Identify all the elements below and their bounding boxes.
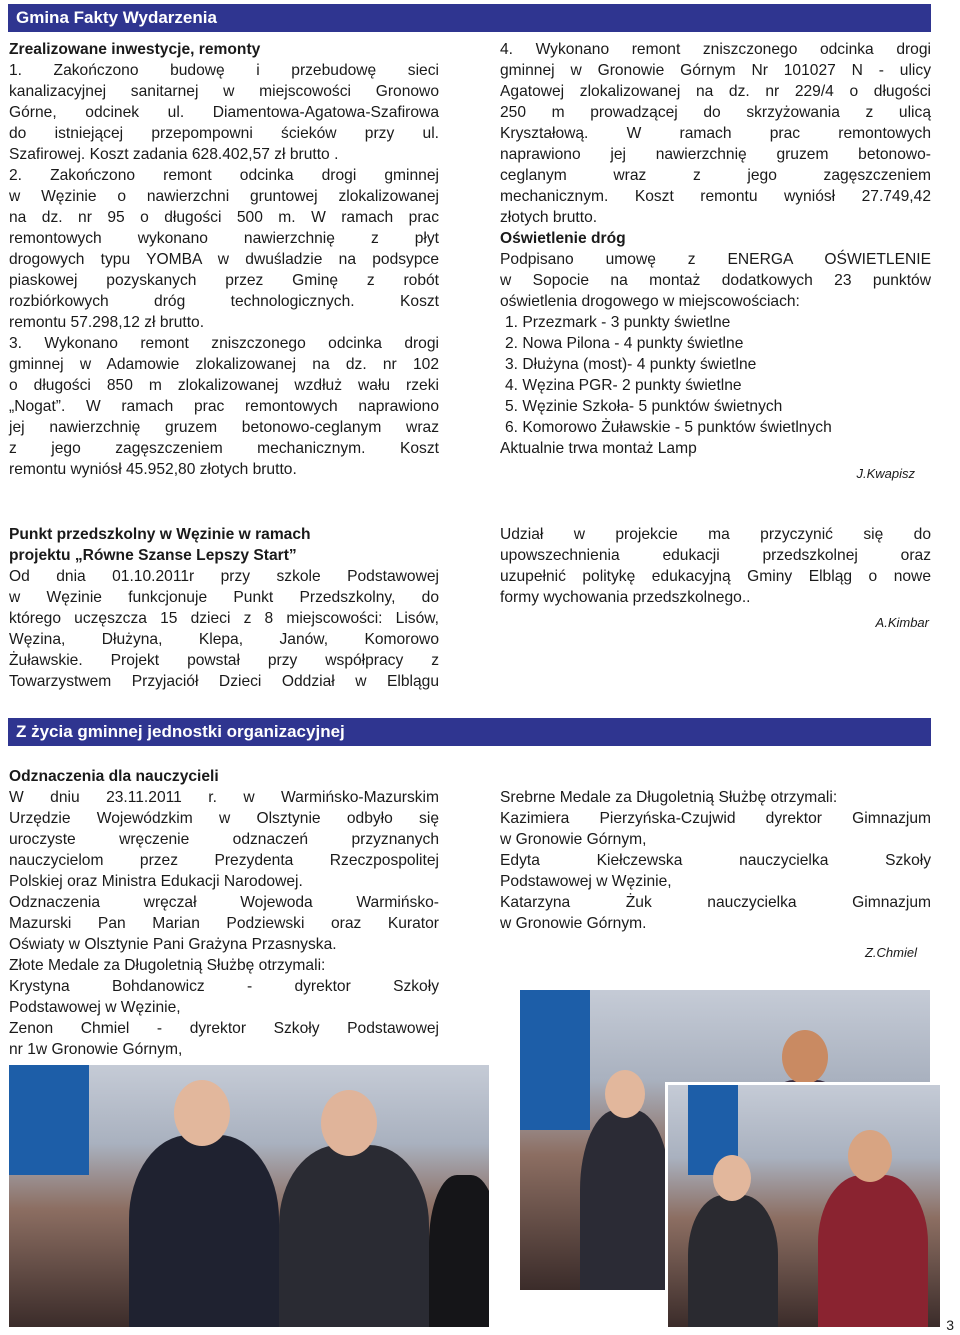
- text-line: upowszechnienia edukacji przedszkolnej oraz: [500, 547, 931, 564]
- investments-left-column: [9, 39, 439, 480]
- text-line: Srebrne Medale za Długoletnią Służbę otrzymali:: [500, 789, 838, 806]
- text-line: remontu wyniósł 45.952,80 złotych brutto.: [9, 461, 297, 478]
- text-line: jej nawierzchnię gruzem betonowo-ceglanym wraz: [9, 419, 439, 436]
- text-line: Mazurski Pan Marian Podziewski oraz Kurator: [9, 915, 439, 932]
- awards-left-column: [9, 766, 439, 1060]
- text-line: Podstawowej w Węzinie,: [500, 873, 672, 890]
- signature-chmiel: Z.Chmiel: [864, 945, 917, 960]
- text-line: Zenon Chmiel - dyrektor Szkoły Podstawowej: [9, 1020, 439, 1037]
- text-line: z jego zagęszczeniem mechanicznym. Koszt: [9, 440, 439, 457]
- text-line: Krystyna Bohdanowicz - dyrektor Szkoły: [9, 978, 439, 995]
- lighting-list-item: 2. Nowa Pilona - 4 punkty świetlne: [505, 335, 744, 352]
- section-header-unit-text: Z życia gminnej jednostki organizacyjnej: [16, 722, 345, 741]
- award-ceremony-photo-inset: [665, 1082, 940, 1327]
- text-line: 2. Zakończono remont odcinka drogi gminnej: [9, 167, 439, 184]
- text-line: na dz. nr 95 o długości 500 m. W ramach prac: [9, 209, 439, 226]
- section-header-unit: [8, 718, 931, 746]
- text-line: Oświaty w Olsztynie Pani Grażyna Przasnyska.: [9, 936, 337, 953]
- text-line: oświetlenia drogowego w miejscowościach:: [500, 293, 800, 310]
- text-line: Szafirowej. Koszt zadania 628.402,57 zł brutto .: [9, 146, 339, 163]
- text-line: złotych brutto.: [500, 209, 598, 226]
- text-line: Żuławskie. Projekt powstał przy współpracy z: [9, 652, 439, 669]
- text-line: 1. Zakończono budowę i przebudowę sieci: [9, 62, 439, 79]
- text-line: 4. Wykonano remont zniszczonego odcinka drogi: [500, 41, 931, 58]
- text-line: remontu 57.298,12 zł brutto.: [9, 314, 205, 331]
- text-line: Aktualnie trwa montaż Lamp: [500, 440, 697, 457]
- text-line: Katarzyna Żuk nauczycielka Gimnazjum: [500, 894, 931, 911]
- text-line: do istniejącej przepompowni ścieków przy ul.: [9, 125, 439, 142]
- text-line: w Węzinie o nawierzchni gruntowej zlokalizowanej: [9, 188, 439, 205]
- text-line: którego uczęszcza 15 dzieci z 8 miejscowości: Lisów,: [9, 610, 439, 627]
- signature-kwapisz: J.Kwapisz: [856, 466, 915, 481]
- text-line: Górne, odcinek ul. Diamentowa-Agatowa-Szafirowa: [9, 104, 439, 121]
- text-line: mechanicznym. Koszt remontu wyniósł 27.749,42: [500, 188, 931, 205]
- text-line: Agatowej zlokalizowanej na dz. nr 229/4 o długości: [500, 83, 931, 100]
- text-line: Od dnia 01.10.2011r przy szkole Podstawowej: [9, 568, 439, 585]
- awards-right-column: [500, 787, 931, 963]
- text-line: Kazimiera Pierzyńska-Czujwid dyrektor Gimnazjum: [500, 810, 931, 827]
- text-line: Odznaczenia wręczał Wojewoda Warmińsko-: [9, 894, 439, 911]
- text-line: Podpisano umowę z ENERGA OŚWIETLENIE: [500, 251, 931, 268]
- text-line: Podstawowej w Węzinie,: [9, 999, 181, 1016]
- text-line: Udział w projekcie ma przyczynić się do: [500, 526, 931, 543]
- lighting-list-item: 4. Węzina PGR- 2 punkty świetlne: [505, 377, 742, 394]
- text-line: Urzędzie Wojewódzkim w Olsztynie odbyło się: [9, 810, 439, 827]
- text-line: w Gronowie Górnym,: [500, 831, 647, 848]
- text-line: uroczyste wręczenie odznaczeń przyznanych: [9, 831, 439, 848]
- lighting-list-item: 3. Dłużyna (most)- 4 punkty świetlne: [505, 356, 757, 373]
- text-line: w Gronowie Górnym.: [500, 915, 647, 932]
- text-line: Polskiej oraz Ministra Edukacji Narodowej.: [9, 873, 303, 890]
- text-line: drogowych typu YOMBA w dwuśladzie na podsypce: [9, 251, 439, 268]
- investments-title: Zrealizowane inwestycje, remonty: [9, 41, 261, 58]
- preschool-title-line2: projektu „Równe Szanse Lepszy Start”: [9, 547, 297, 564]
- awards-title: Odznaczenia dla nauczycieli: [9, 768, 219, 785]
- text-line: remontowych wykonano nawierzchnię z płyt: [9, 230, 439, 247]
- text-line: o długości 850 m zlokalizowanej wzdłuż wału rzeki: [9, 377, 439, 394]
- text-line: naprawiono jej nawierzchnię gruzem betonowo-: [500, 146, 931, 163]
- section-header-gmina-text: Gmina Fakty Wydarzenia: [16, 8, 217, 27]
- section-header-gmina: [8, 4, 931, 32]
- text-line: „Nogat”. W ramach prac remontowych naprawiono: [9, 398, 439, 415]
- page-number: 3: [946, 1317, 954, 1333]
- text-line: w Węzinie funkcjonuje Punkt Przedszkolny, do: [9, 589, 439, 606]
- text-line: 250 m prowadzącej do skrzyżowania z ulicą: [500, 104, 931, 121]
- text-line: W dniu 23.11.2011 r. w Warmińsko-Mazurskim: [9, 789, 439, 806]
- text-line: kanalizacyjnej sanitarnej w miejscowości Gronowo: [9, 83, 439, 100]
- text-line: uzupełnić politykę edukacyjną Gminy Elbląg o nowe: [500, 568, 931, 585]
- preschool-title-line1: Punkt przedszkolny w Węzinie w ramach: [9, 526, 311, 543]
- investments-right-column: [500, 39, 931, 484]
- text-line: 3. Wykonano remont zniszczonego odcinka drogi: [9, 335, 439, 352]
- lighting-title: Oświetlenie dróg: [500, 230, 626, 247]
- text-line: nr 1w Gronowie Górnym,: [9, 1041, 183, 1058]
- text-line: formy wychowania przedszkolnego..: [500, 589, 751, 606]
- award-ceremony-photo-left: [9, 1065, 489, 1327]
- text-line: gminnej w Gronowie Górnym Nr 101027 N - ulicy: [500, 62, 931, 79]
- preschool-right-column: [500, 524, 931, 633]
- text-line: nauczycielom przez Prezydenta Rzeczpospolitej: [9, 852, 439, 869]
- text-line: Węzina, Dłużyna, Klepa, Janów, Komorowo: [9, 631, 439, 648]
- text-line: Złote Medale za Długoletnią Służbę otrzymali:: [9, 957, 326, 974]
- text-line: gminnej w Adamowie zlokalizowanej na dz. nr 102: [9, 356, 439, 373]
- text-line: w Sopocie na montaż dodatkowych 23 punktów: [500, 272, 931, 289]
- text-line: rozbiórkowych dróg technologicznych. Koszt: [9, 293, 439, 310]
- signature-kimbar: A.Kimbar: [875, 615, 929, 630]
- preschool-left-column: [9, 524, 439, 692]
- text-line: Towarzystwem Przyjaciół Dzieci Oddział w Elblągu: [9, 673, 439, 690]
- lighting-list-item: 1. Przezmark - 3 punkty świetlne: [505, 314, 731, 331]
- text-line: ceglanym wraz z jego zagęszczeniem: [500, 167, 931, 184]
- text-line: Edyta Kiełczewska nauczycielka Szkoły: [500, 852, 931, 869]
- text-line: Kryształową. W ramach prac remontowych: [500, 125, 931, 142]
- text-line: piaskowej pozyskanych przez Gminę z robót: [9, 272, 439, 289]
- lighting-list-item: 6. Komorowo Żuławskie - 5 punktów świetlnych: [505, 419, 832, 436]
- lighting-list-item: 5. Węzinie Szkoła- 5 punktów świetnych: [505, 398, 783, 415]
